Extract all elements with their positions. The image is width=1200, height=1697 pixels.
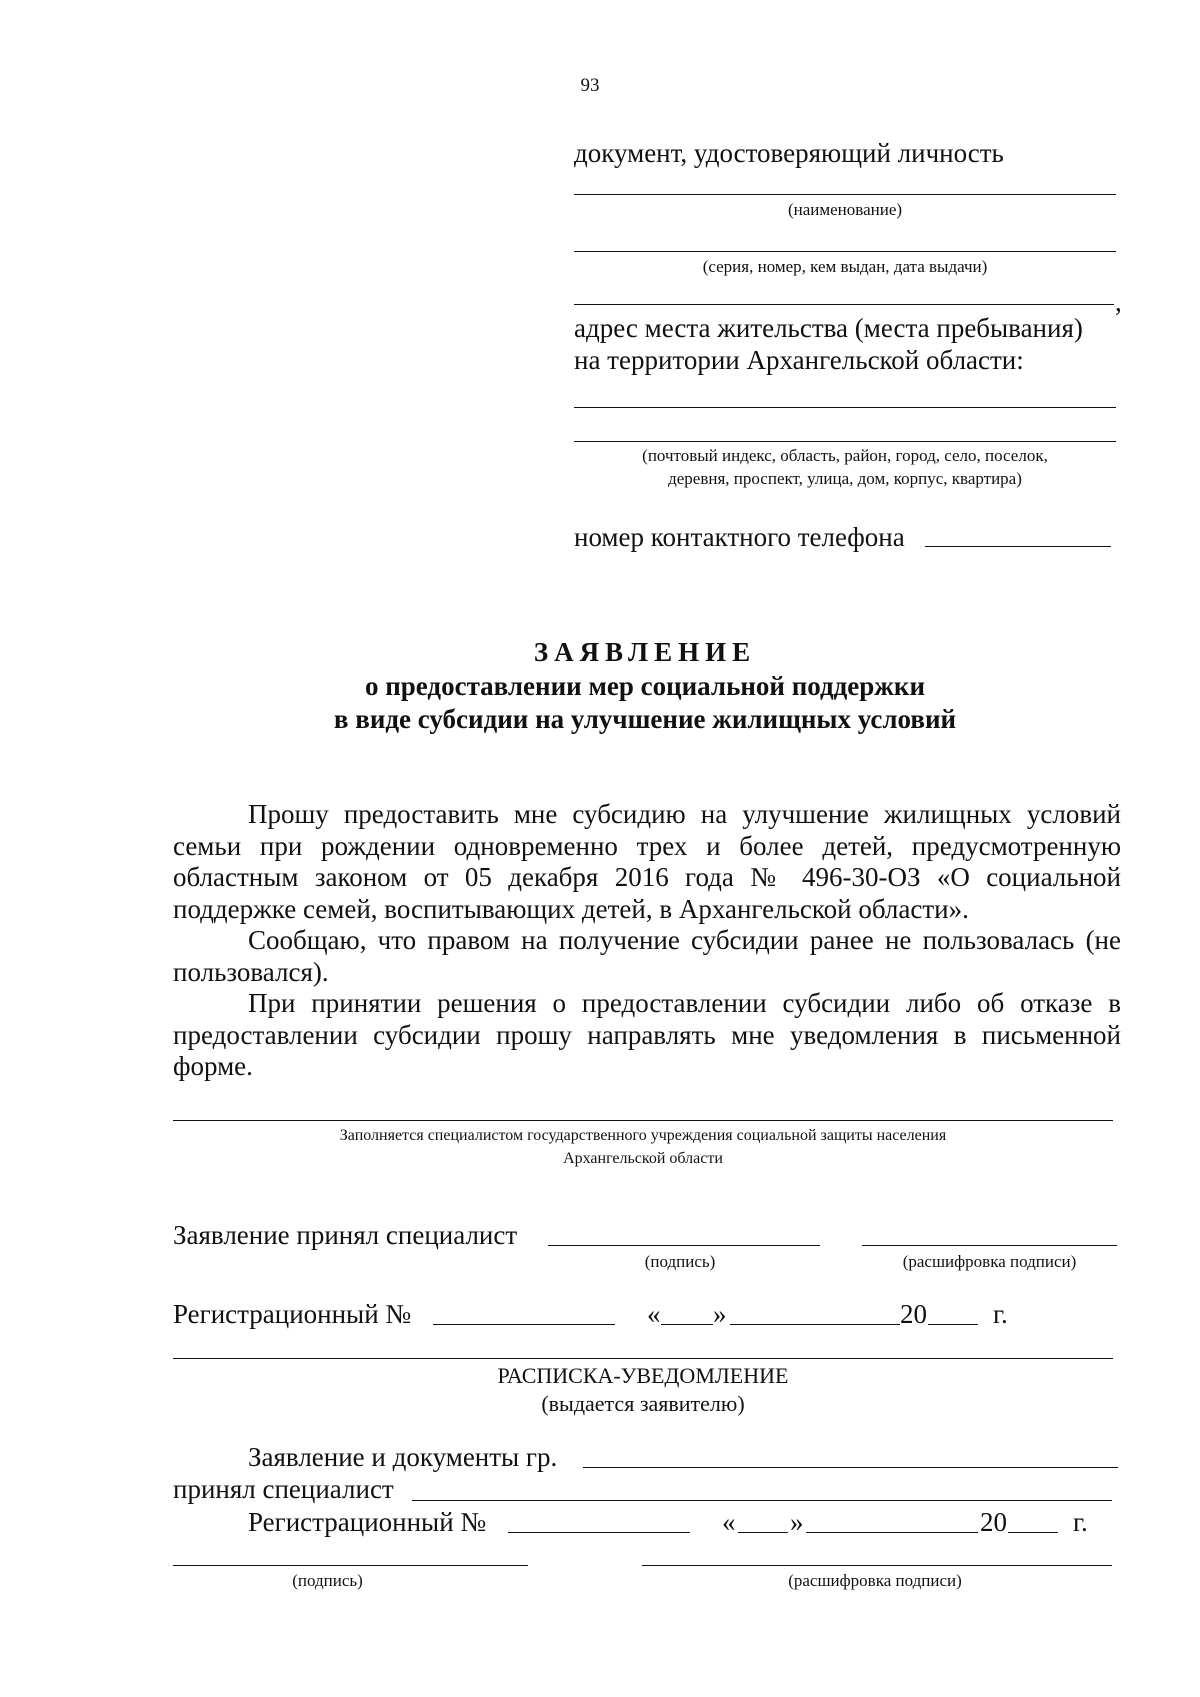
page-number: 93 bbox=[580, 75, 600, 96]
body-paragraph-3: При принятии решения о предоставлении субсидии либо об отказе в предоставлении субсидии прошу направлять мне уведомления в письменной форме. bbox=[173, 988, 1121, 1081]
receipt-decoding-field[interactable] bbox=[642, 1565, 1112, 1566]
receipt-month-field[interactable] bbox=[806, 1532, 978, 1533]
phone-label: номер контактного телефона bbox=[574, 522, 905, 552]
year-prefix: 20 bbox=[900, 1299, 927, 1329]
specialist-caption-line1: Заполняется специалистом государственного учреждения социальной защиты населения bbox=[339, 1127, 947, 1144]
receipt-reg-number-field[interactable] bbox=[508, 1532, 690, 1533]
receipt-year-prefix: 20 bbox=[980, 1507, 1007, 1537]
specialist-decoding-field[interactable] bbox=[862, 1245, 1117, 1246]
address-caption-line2: деревня, проспект, улица, дом, корпус, квартира) bbox=[668, 469, 1022, 488]
body-paragraph-2: Сообщаю, что правом на получение субсидии ранее не пользовалась (не пользовался). bbox=[173, 925, 1121, 987]
specialist-signature-field[interactable] bbox=[548, 1245, 820, 1246]
quote-close: » bbox=[713, 1299, 727, 1329]
receipt-reg-label: Регистрационный № bbox=[248, 1507, 487, 1537]
phone-field[interactable] bbox=[925, 546, 1111, 547]
receipt-quote-open: « bbox=[722, 1507, 736, 1537]
reg-number-field[interactable] bbox=[433, 1324, 615, 1325]
specialist-caption-line2: Архангельской области bbox=[563, 1150, 723, 1167]
address-caption-line1: (почтовый индекс, область, район, город, село, поселок, bbox=[642, 446, 1048, 465]
specialist-signature-caption: (подпись) bbox=[644, 1252, 716, 1271]
reg-number-label: Регистрационный № bbox=[173, 1299, 412, 1329]
receipt-year-suffix: г. bbox=[1073, 1507, 1088, 1537]
document-subtitle-line2: в виде субсидии на улучшение жилищных условий bbox=[333, 704, 957, 734]
receipt-specialist-field[interactable] bbox=[412, 1500, 1112, 1501]
id-details-field[interactable] bbox=[574, 251, 1116, 252]
accepted-by-label: Заявление принял специалист bbox=[173, 1220, 518, 1250]
receipt-signature-field[interactable] bbox=[173, 1565, 528, 1566]
document-title: ЗАЯВЛЕНИЕ bbox=[533, 637, 757, 667]
section-divider-2 bbox=[173, 1358, 1113, 1359]
address-field-2[interactable] bbox=[574, 441, 1116, 442]
receipt-docs-label: Заявление и документы гр. bbox=[248, 1442, 558, 1472]
reg-year-field[interactable] bbox=[928, 1324, 978, 1325]
address-label-line2: на территории Архангельской области: bbox=[574, 345, 1024, 375]
id-document-label: документ, удостоверяющий личность bbox=[574, 138, 1004, 168]
address-label-line1: адрес места жительства (места пребывания) bbox=[574, 313, 1083, 343]
section-divider-1 bbox=[173, 1120, 1113, 1121]
receipt-signature-caption: (подпись) bbox=[292, 1571, 363, 1590]
receipt-decoding-caption: (расшифровка подписи) bbox=[788, 1571, 962, 1590]
document-subtitle-line1: о предоставлении мер социальной поддержки bbox=[364, 671, 925, 701]
address-field-1[interactable] bbox=[574, 407, 1116, 408]
receipt-accepted-label: принял специалист bbox=[173, 1474, 394, 1504]
receipt-year-field[interactable] bbox=[1008, 1532, 1058, 1533]
specialist-decoding-caption: (расшифровка подписи) bbox=[902, 1252, 1077, 1271]
reg-day-field[interactable] bbox=[661, 1324, 713, 1325]
reg-month-field[interactable] bbox=[730, 1324, 900, 1325]
quote-open: « bbox=[647, 1299, 661, 1329]
receipt-applicant-field[interactable] bbox=[583, 1467, 1118, 1468]
receipt-day-field[interactable] bbox=[738, 1532, 788, 1533]
id-name-field[interactable] bbox=[574, 194, 1116, 195]
receipt-quote-close: » bbox=[790, 1507, 804, 1537]
id-extra-field[interactable] bbox=[574, 304, 1114, 305]
id-details-caption: (серия, номер, кем выдан, дата выдачи) bbox=[702, 257, 988, 276]
receipt-subtitle: (выдается заявителю) bbox=[541, 1391, 745, 1416]
receipt-title: РАСПИСКА-УВЕДОМЛЕНИЕ bbox=[497, 1363, 789, 1388]
id-name-caption: (наименование) bbox=[787, 200, 903, 219]
year-suffix: г. bbox=[993, 1299, 1008, 1329]
body-paragraph-1: Прошу предоставить мне субсидию на улучшение жилищных условий семьи при рождении одновременно трех и более детей, предусмотренную областным законом от 05 декабря 2016 года № 496-30-ОЗ «О социальной поддержке семей, воспитывающих детей, в Архангельской области». bbox=[173, 799, 1121, 924]
comma-mark: , bbox=[1115, 287, 1122, 317]
